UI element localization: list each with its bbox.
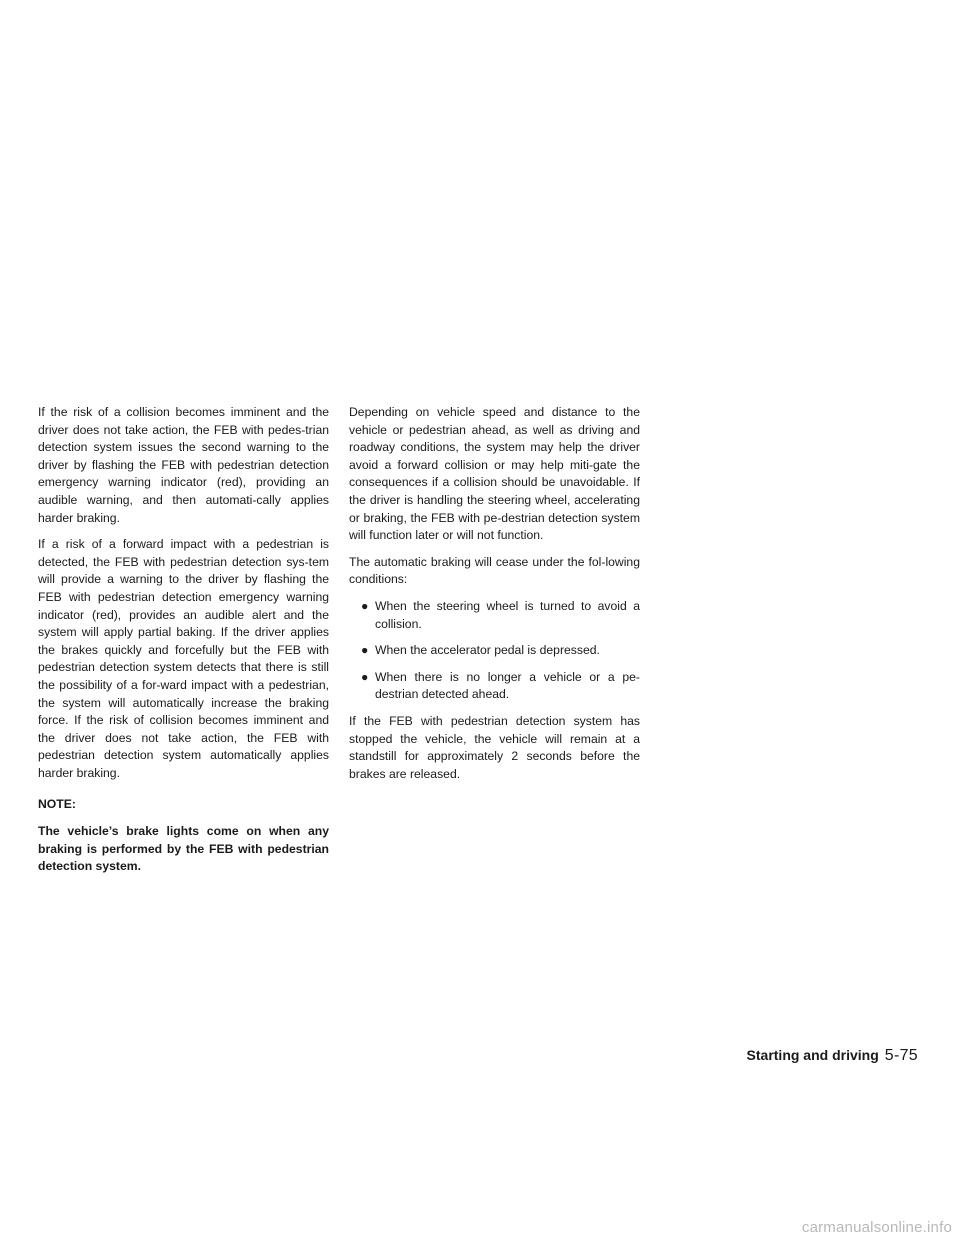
bullet-icon: ●: [361, 669, 369, 684]
footer-section-title: Starting and driving: [746, 1047, 879, 1063]
left-column: [38, 404, 329, 885]
page-footer: [747, 1047, 918, 1065]
watermark-text: carmanualsonline.info: [801, 1219, 952, 1236]
right-paragraph-1: Depending on vehicle speed and distance to the vehicle or pedestrian ahead, as well as driving and roadway conditions, the system may help the driver avoid a forward collision or may help miti-gate the consequences if a collision should be unavoidable. If the driver is handling the steering wheel, accelerating or braking, the FEB with pe-destrian detection system will function later or will not function.: [349, 405, 640, 543]
conditions-list: [349, 598, 640, 704]
list-item-text: When there is no longer a vehicle or a pe-destrian detected ahead.: [375, 669, 640, 702]
right-column: [349, 404, 640, 792]
list-item-text: When the steering wheel is turned to avoid a collision.: [375, 598, 640, 631]
right-paragraph-3: If the FEB with pedestrian detection system has stopped the vehicle, the vehicle will remain at a standstill for approximately 2 seconds before the brakes are released.: [349, 713, 640, 781]
left-paragraph-2: If a risk of a forward impact with a pedestrian is detected, the FEB with pedestrian detection sys-tem will provide a warning to the driver by flashing the FEB with pedestrian detection emergency warning indicator (red), provides an audible alert and the system will apply partial baking. If the driver applies the brakes quickly and forcefully but the FEB with pedestrian detection system detects that there is still the possibility of a for-ward impact with a pedestrian, the system will automatically increase the braking force. If the risk of collision becomes imminent and the driver does not take action, the FEB with pedestrian detection system automatically applies harder braking.: [38, 537, 329, 780]
right-paragraph-2: The automatic braking will cease under the fol-lowing conditions:: [349, 554, 640, 587]
list-item: [349, 642, 640, 660]
page-number: 5-75: [884, 1047, 918, 1064]
bullet-icon: ●: [361, 598, 369, 613]
list-item: [349, 598, 640, 633]
list-item: [349, 669, 640, 704]
bullet-icon: ●: [361, 643, 369, 658]
left-paragraph-1: If the risk of a collision becomes imminent and the driver does not take action, the FEB with pedes-trian detection system issues the second warning to the driver by flashing the FEB with pedestrian detection emergency warning indicator (red), providing an audible warning, and then automati-cally applies harder braking.: [38, 405, 329, 525]
note-heading: NOTE:: [38, 797, 76, 812]
note-text: The vehicle’s brake lights come on when any braking is performed by the FEB with pedestrian detection system.: [38, 824, 329, 874]
list-item-text: When the accelerator pedal is depressed.: [375, 643, 600, 658]
